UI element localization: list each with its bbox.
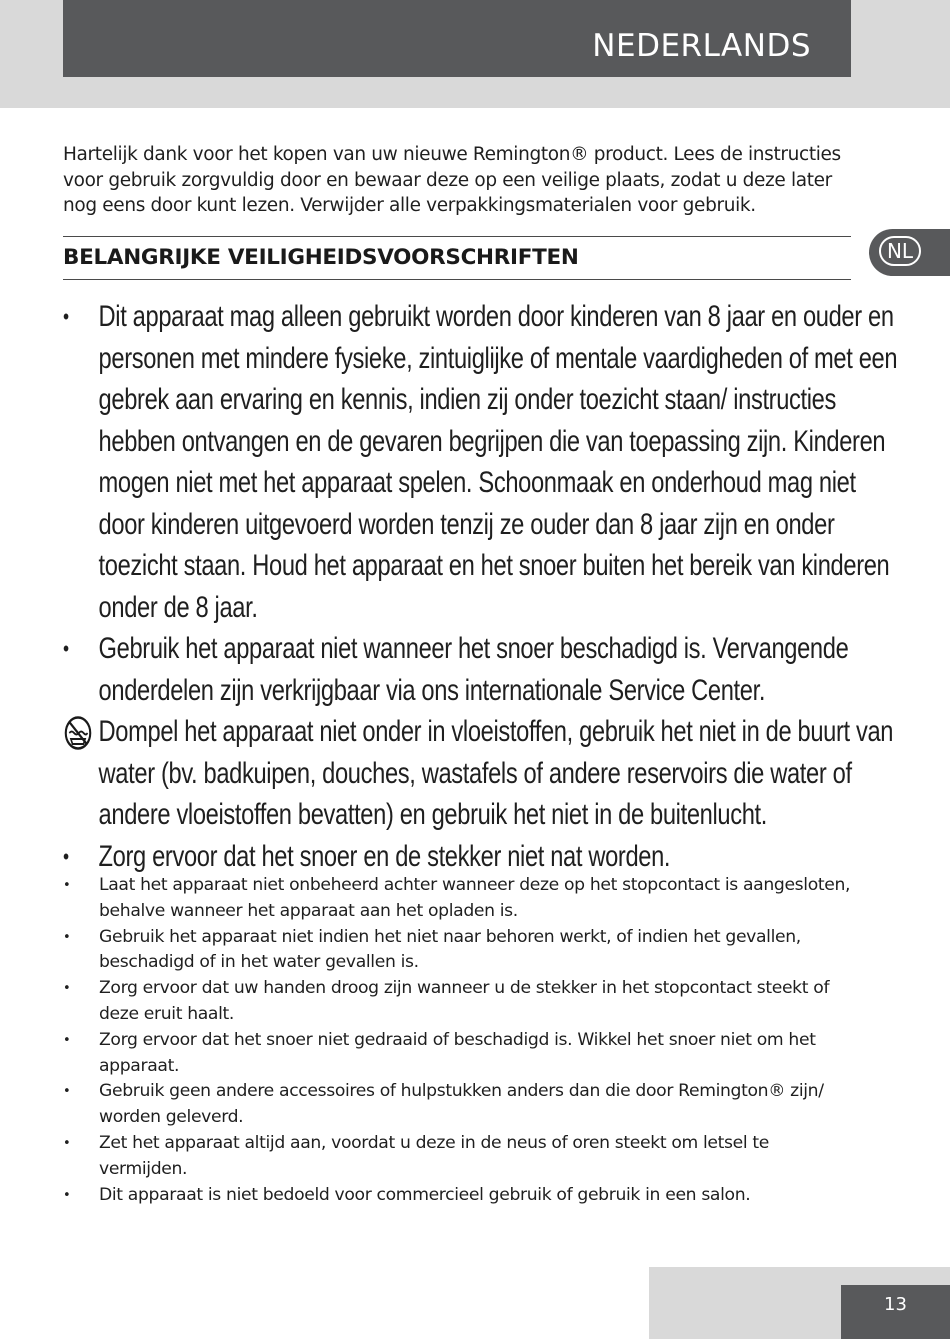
list-item — [63, 711, 899, 836]
list-item-text: Dit apparaat mag alleen gebruikt worden door kinderen van 8 jaar en ouder en personen met mindere fysieke, zintuiglijke of mentale vaardigheden of met een gebrek aan ervaring en kennis, indien zij onder toezicht staan/ instructies hebben ontvangen en de gevaren begrijpen die van toepassing zijn. Kinderen mogen niet met het apparaat spelen. Schoonmaak en onderhoud mag niet door kinderen uitgevoerd worden tenzij ze ouder dan 8 jaar zijn en onder toezicht staan. Houd het apparaat en het snoer buiten het bereik van kinderen onder de 8 jaar. — [98, 300, 898, 624]
safety-list-large — [63, 296, 898, 877]
bullet: • — [63, 929, 71, 945]
page-number: 13 — [884, 1294, 907, 1315]
bullet: • — [63, 1084, 71, 1100]
bullet: • — [63, 1135, 71, 1151]
list-item — [63, 296, 899, 628]
list-item — [63, 1131, 853, 1183]
list-item-text: Zorg ervoor dat het snoer en de stekker niet nat worden. — [98, 839, 671, 873]
list-item — [63, 628, 899, 711]
list-item — [63, 925, 853, 977]
list-item-text: Dit apparaat is niet bedoeld voor commercieel gebruik of gebruik in een salon. — [99, 1184, 751, 1205]
bullet: • — [63, 636, 69, 661]
list-item-text: Dompel het apparaat niet onder in vloeistoffen, gebruik het niet in de buurt van water (bv. badkuipen, douches, wastafels of andere reservoirs die water of andere vloeistoffen bevatten) en gebruik het niet in de buitenlucht. — [98, 715, 894, 831]
bullet: • — [63, 304, 69, 329]
list-item — [63, 1079, 853, 1131]
language-code-badge: NL — [879, 236, 921, 266]
list-item — [63, 836, 899, 878]
list-item-text: Gebruik het apparaat niet indien het niet naar behoren werkt, of indien het gevallen, beschadigd of in het water gevallen is. — [99, 926, 801, 973]
bullet: • — [63, 843, 69, 869]
list-item-text: Zorg ervoor dat het snoer niet gedraaid of beschadigd is. Wikkel het snoer niet om het apparaat. — [99, 1029, 816, 1076]
list-item-text: Zorg ervoor dat uw handen droog zijn wanneer u de stekker in het stopcontact steekt of deze eruit haalt. — [99, 978, 830, 1024]
bullet: • — [63, 1032, 71, 1048]
no-immersion-icon — [62, 715, 94, 751]
section-heading: BELANGRIJKE VEILIGHEIDSVOORSCHRIFTEN — [63, 245, 579, 270]
list-item-text: Gebruik het apparaat niet wanneer het snoer beschadigd is. Vervangende onderdelen zijn verkrijgbaar via ons internationale Service Center. — [98, 632, 849, 707]
list-item-text: Zet het apparaat altijd aan, voordat u deze in de neus of oren steekt om letsel te vermijden. — [99, 1132, 770, 1179]
list-item-text: Laat het apparaat niet onbeheerd achter wanneer deze op het stopcontact is aangesloten, behalve wanneer het apparaat aan het opladen is. — [99, 875, 851, 921]
language-title: NEDERLANDS — [592, 28, 811, 64]
list-item-text: Gebruik geen andere accessoires of hulpstukken anders dan die door Remington® zijn/ worden geleverd. — [99, 1081, 824, 1128]
page-number-box — [841, 1285, 950, 1339]
language-side-tab — [869, 229, 950, 276]
intro-paragraph: Hartelijk dank voor het kopen van uw nieuwe Remington® product. Lees de instructies voor gebruik zorgvuldig door en bewaar deze op een veilige plaats, zodat u deze later nog eens door kunt lezen. Verwijder alle verpakkingsmaterialen voor gebruik. — [63, 144, 841, 216]
section-heading-bar — [63, 236, 851, 280]
list-item — [63, 1028, 853, 1080]
safety-list-small — [63, 873, 853, 1208]
language-banner — [63, 0, 851, 77]
bullet: • — [63, 981, 71, 997]
list-item — [63, 1183, 853, 1209]
list-item — [63, 976, 853, 1028]
bullet: • — [63, 1187, 71, 1203]
bullet: • — [63, 878, 71, 893]
list-item — [63, 873, 853, 925]
